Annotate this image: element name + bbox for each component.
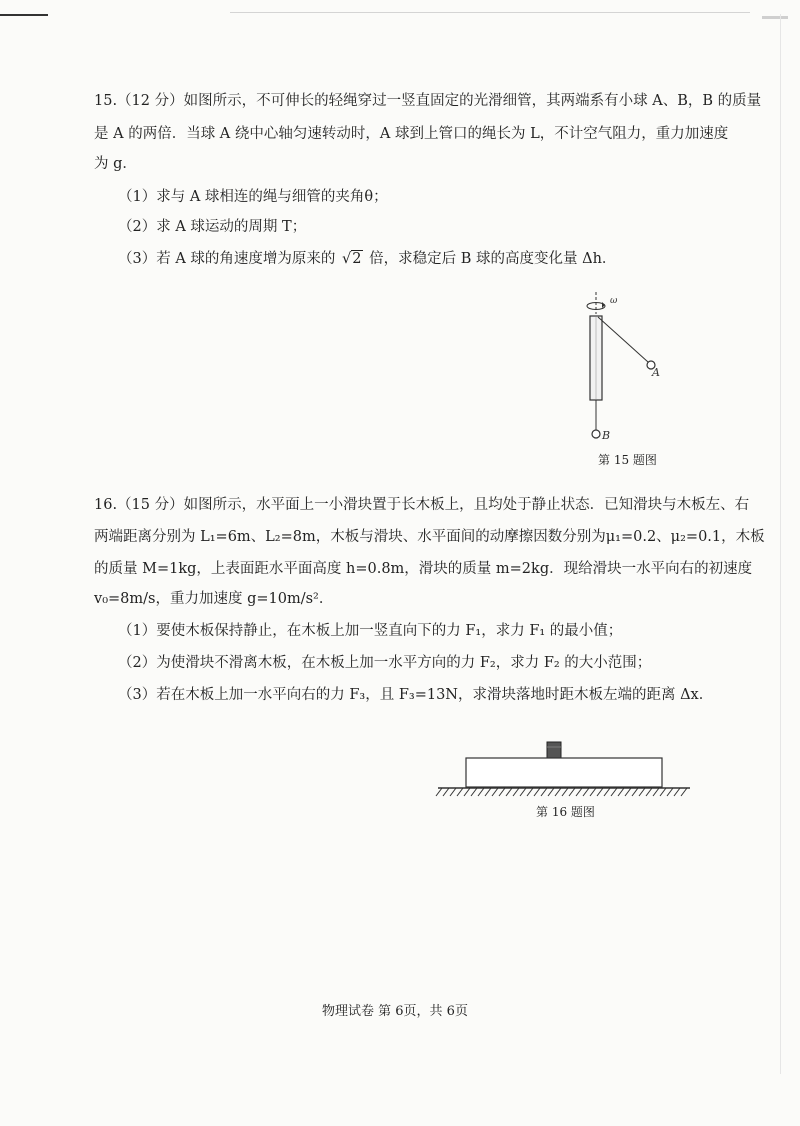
q15-stem-line-2: 是 A 的两倍．当球 A 绕中心轴匀速转动时，A 球到上管口的绳长为 L，不计空气阻力，重力加速度 [94,126,729,142]
hatch-stroke [527,788,533,796]
hatch-stroke [625,788,631,796]
figure-16-caption: 第 16 题图 [536,805,595,819]
hatch-stroke [632,788,638,796]
hatch-stroke [464,788,470,796]
hatch-stroke [674,788,680,796]
q16-subquestion-2: （2）为使滑块不滑离木板，在木板上加一水平方向的力 F₂，求力 F₂ 的大小范围； [118,655,652,671]
scan-edge-mark-right [762,16,788,19]
sqrt-sign: √ [342,251,352,267]
figure-15-diagram [560,290,670,450]
ball-b [592,430,600,438]
hatch-stroke [555,788,561,796]
hatch-stroke [569,788,575,796]
hatch-stroke [450,788,456,796]
hatch-stroke [478,788,484,796]
hatch-stroke [562,788,568,796]
hatch-stroke [583,788,589,796]
scan-right-edge [780,14,781,1074]
q16-subquestion-3: （3）若在木板上加一水平向右的力 F₃，且 F₃=13N，求滑块落地时距木板左端的距离 Δx． [118,687,714,703]
hatch-stroke [499,788,505,796]
sqrt-radicand: 2 [352,251,362,267]
hatch-stroke [639,788,645,796]
scan-top-line [230,12,750,13]
sqrt-expression [342,252,362,267]
q15-stem-line-3: 为 g． [94,156,137,172]
label-b: B [602,429,611,442]
hatch-stroke [611,788,617,796]
hatch-stroke [681,788,687,796]
q16-stem-line-1: 16.（15 分）如图所示，水平面上一小滑块置于长木板上，且均处于静止状态．已知滑块与木板左、右 [94,497,750,513]
hatch-stroke [541,788,547,796]
ground-hatching [436,788,687,796]
q15-subquestion-3 [118,252,616,267]
figure-16-diagram [430,736,700,802]
hatch-stroke [436,788,442,796]
long-board [466,758,662,787]
q16-stem-line-3: 的质量 M=1kg，上表面距水平面高度 h=0.8m，滑块的质量 m=2kg．现给滑块一水平向右的初速度 [94,561,753,577]
hatch-stroke [457,788,463,796]
hatch-stroke [548,788,554,796]
hatch-stroke [506,788,512,796]
q15-sub3-prefix: （3）若 A 球的角速度增为原来的 [118,251,336,267]
hatch-stroke [576,788,582,796]
label-a: A [652,366,660,379]
page-footer: 物理试卷 第 6页，共 6页 [322,1004,468,1019]
omega-label: ω [610,296,618,306]
hatch-stroke [471,788,477,796]
hatch-stroke [443,788,449,796]
scan-edge-mark [0,14,48,16]
hatch-stroke [513,788,519,796]
q15-stem-line-1: 15.（12 分）如图所示，不可伸长的轻绳穿过一竖直固定的光滑细管，其两端系有小球 A、B，B 的质量 [94,93,762,109]
hatch-stroke [604,788,610,796]
slider-block [547,742,561,758]
hatch-stroke [660,788,666,796]
hatch-stroke [492,788,498,796]
q16-stem-line-4: v₀=8m/s，重力加速度 g=10m/s²． [94,591,334,607]
hatch-stroke [653,788,659,796]
hatch-stroke [590,788,596,796]
hatch-stroke [618,788,624,796]
hatch-stroke [667,788,673,796]
q16-subquestion-1: （1）要使木板保持静止，在木板上加一竖直向下的力 F₁，求力 F₁ 的最小值； [118,623,623,639]
hatch-stroke [646,788,652,796]
q15-subquestion-2: （2）求 A 球运动的周期 T； [118,219,307,235]
hatch-stroke [534,788,540,796]
hatch-stroke [520,788,526,796]
hatch-stroke [485,788,491,796]
hatch-stroke [597,788,603,796]
rope-to-a [598,317,648,362]
q16-stem-line-2: 两端距离分别为 L₁=6m、L₂=8m，木板与滑块、水平面间的动摩擦因数分别为μ₁=0.2、μ₂=0.1，木板 [94,529,765,545]
q15-subquestion-1: （1）求与 A 球相连的绳与细管的夹角θ； [118,189,388,205]
figure-15-caption: 第 15 题图 [598,453,657,467]
q15-sub3-suffix: 倍，求稳定后 B 球的高度变化量 Δh． [369,251,617,267]
